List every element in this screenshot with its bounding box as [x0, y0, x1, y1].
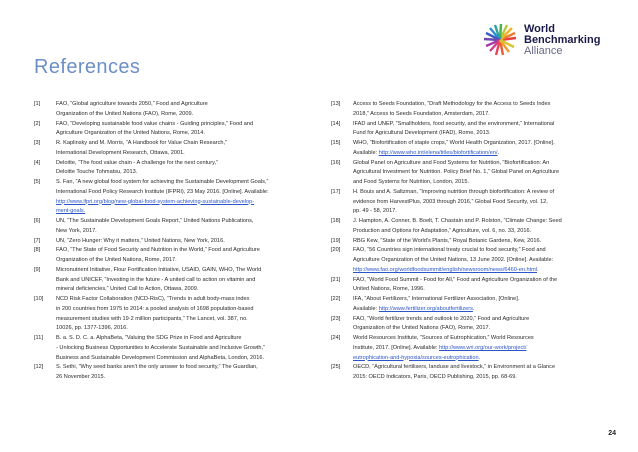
reference-line: J. Hampton, A. Conner, B. Boelt, T. Chastain and P. Rolston, “Climate Change: Seed [353, 218, 562, 224]
reference-text [353, 246, 611, 275]
reference-line: IFAD and UNEP, “Smallholders, food security, and the environment,” International [353, 120, 555, 127]
reference-text [56, 295, 319, 334]
reference-item [331, 237, 611, 247]
reference-link[interactable]: eutrophication-and-hypoxia/sources-eutrophication [353, 354, 479, 361]
reference-text [353, 334, 611, 363]
wba-logo-icon [482, 22, 518, 58]
reference-number: [23] [331, 315, 341, 322]
reference-text [56, 159, 319, 179]
reference-number: [20] [331, 247, 341, 254]
reference-line: pp. 49 - 58, 2017. [353, 208, 397, 215]
reference-text [56, 139, 319, 159]
reference-text [56, 217, 319, 237]
reference-line: Organization of the United Nations (FAO), Rome, 2017. [353, 325, 491, 332]
reference-line: R. Kaplinsky and M. Morris, “A Handbook for Value Chain Research,” [56, 140, 227, 146]
reference-text [56, 363, 319, 383]
reference-item [34, 120, 319, 140]
logo-line-3: Alliance [524, 44, 563, 57]
references-left-column [34, 100, 319, 383]
reference-line: Available: http://www.who.int/elena/titles/biofortification/en/. [353, 149, 500, 156]
reference-item [331, 315, 611, 335]
reference-link[interactable]: http://www.fao.org/worldfoodsummit/english/newsroom/news/6460-en.html [353, 266, 538, 273]
reference-item [331, 100, 611, 120]
reference-line: Deloitte, “The food value chain - A challenge for the next century,” [56, 159, 218, 166]
reference-number: [19] [331, 237, 341, 244]
reference-line: New York, 2017. [56, 227, 97, 234]
reference-line: Agriculture Organization of the United Nations, 13 June 2002. [Online]. Available: [353, 257, 554, 263]
reference-number: [8] [34, 247, 41, 254]
reference-item [34, 178, 319, 217]
reference-number: [11] [34, 335, 43, 341]
reference-line: World Resources Institute, “Sources of Eutrophication,” World Resources [353, 335, 534, 341]
reference-number: [2] [34, 120, 41, 127]
reference-item [34, 246, 319, 266]
reference-item [331, 246, 611, 275]
reference-line: H. Bouis and A. Saltzman, “Improving nutrition through biofortification: A review of [353, 188, 555, 195]
reference-line: WHO, “Biofortification of staple crops,” World Health Organization, 2017. [Online]. [353, 140, 555, 146]
reference-line: OECD, “Agricultural fertilisers, landuse and livestock,” in Environment at a Glance [353, 364, 556, 371]
reference-line: IFA, “About Fertilizers,” International Fertilizer Association, [Online]. [353, 296, 520, 302]
reference-item [34, 237, 319, 247]
reference-number: [1] [34, 101, 41, 107]
reference-line: International Food Policy Research Institute (IFPRI), 23 May 2016. [Online]. Available: [56, 188, 269, 195]
reference-text [353, 120, 611, 140]
reference-text [353, 363, 611, 383]
reference-item [34, 217, 319, 237]
reference-text [353, 188, 611, 217]
reference-item [331, 120, 611, 140]
reference-text [353, 139, 611, 159]
references-right-column [331, 100, 611, 383]
reference-item [34, 266, 319, 295]
reference-line: NCD Risk Factor Collaboration (NCD-RisC), “Trends in adult body-mass index [56, 296, 250, 302]
reference-line: 2015: OECD Indicators, Paris, OECD Publishing, 2015, pp. 68-69. [353, 374, 517, 380]
reference-number: [14] [331, 120, 341, 127]
reference-line: FAO, “56 Countries sign international treaty crucial to food security,” Food and [353, 247, 546, 254]
reference-line: in 200 countries from 1975 to 2014: a pooled analysis of 1698 population-based [56, 305, 254, 312]
reference-line: and Food Systems for Nutrition, London, 2015. [353, 179, 469, 185]
reference-line: http://www.fao.org/worldfoodsummit/english/newsroom/news/6460-en.html. [353, 266, 539, 273]
reference-item [34, 100, 319, 120]
reference-item [331, 139, 611, 159]
wba-logo-wordmark [524, 24, 600, 57]
reference-line: Organization of the United Nations, Rome, 2017. [56, 257, 177, 263]
reference-text [353, 217, 611, 237]
reference-item [331, 363, 611, 383]
reference-line: S. Sethi, “Why seed banks aren't the only answer to food security,” The Guardian, [56, 364, 258, 371]
reference-item [34, 139, 319, 159]
page-number: 24 [608, 430, 616, 437]
reference-line: Institute, 2017. [Online]. Available: http://www.wri.org/our-work/project/ [353, 344, 527, 351]
reference-link[interactable]: http://www.who.int/elena/titles/biofortification/en/ [378, 149, 498, 156]
reference-link[interactable]: ment-goals. [56, 208, 86, 215]
reference-number: [15] [331, 140, 341, 146]
reference-line: Agricultural Investment for Nutrition. Policy Brief No. 1,” Global Panel on Agriculture [353, 169, 560, 176]
reference-number: [17] [331, 188, 341, 195]
reference-line: measurement studies with 19·2 million participants,” The Lancet, vol. 387, no. [56, 315, 248, 322]
reference-item [34, 159, 319, 179]
reference-number: [7] [34, 237, 41, 244]
reference-line: Deloitte Touche Tohmatsu, 2013. [56, 169, 138, 176]
reference-text [353, 237, 611, 247]
reference-text [56, 178, 319, 217]
logo-line-1: World [524, 22, 555, 35]
reference-number: [21] [331, 276, 341, 283]
reference-line: UN, “The Sustainable Development Goals Report,” United Nations Publications, [56, 218, 254, 224]
reference-line: International Development Research, Ottawa, 2001. [56, 149, 185, 156]
reference-link[interactable]: http://www.fertilizer.org/aboutfertilizers [378, 305, 473, 312]
reference-line: Organization of the United Nations (FAO), Rome, 2009. [56, 110, 194, 117]
reference-text [56, 237, 319, 247]
reference-line: 10026, pp. 1377-1396, 2016. [56, 325, 128, 332]
reference-line: Bank and UNICEF, “Investing in the future - A united call to action on vitamin and [56, 276, 256, 283]
reference-line: FAO, “World Food Summit - Food for All,” Food and Agriculture Organization of the [353, 276, 558, 283]
logo-line-2: Benchmarking [524, 33, 601, 46]
reference-line: RBG Kew, “State of the World's Plants,” Royal Botanic Gardens, Kew, 2016. [353, 237, 542, 244]
reference-text [56, 246, 319, 266]
reference-number: [4] [34, 159, 41, 166]
reference-line: 2018,” Access to Seeds Foundation, Amsterdam, 2017. [353, 110, 490, 117]
reference-line: FAO, “Global agriculture towards 2050,” Food and Agriculture [56, 101, 208, 107]
reference-number: [24] [331, 335, 341, 341]
reference-line: Access to Seeds Foundation, “Draft Methodology for the Access to Seeds Index [353, 101, 551, 107]
reference-text [56, 266, 319, 295]
reference-text [56, 120, 319, 140]
reference-text [56, 334, 319, 363]
reference-text [56, 100, 319, 120]
reference-link[interactable]: http://www.wri.org/our-work/project/ [439, 344, 527, 351]
reference-item [331, 217, 611, 237]
reference-item [34, 363, 319, 383]
reference-number: [22] [331, 296, 341, 302]
reference-number: [5] [34, 179, 41, 185]
reference-line: eutrophication-and-hypoxia/sources-eutrophication. [353, 354, 481, 361]
reference-item [34, 334, 319, 363]
reference-line: FAO, “Developing sustainable food value chains - Guiding principles,” Food and [56, 120, 254, 127]
reference-text [353, 295, 611, 315]
reference-number: [12] [34, 364, 44, 371]
reference-number: [25] [331, 364, 341, 371]
reference-text [353, 100, 611, 120]
reference-line: Production and Options for Adaptation,” Agriculture, vol. 6, no. 33, 2016. [353, 227, 532, 234]
reference-line: Fund for Agricultural Development (IFAD), Rome, 2013. [353, 130, 491, 137]
page-title: References [34, 56, 141, 78]
reference-number: [3] [34, 140, 41, 146]
reference-text [353, 159, 611, 188]
reference-number: [6] [34, 218, 41, 224]
reference-link[interactable]: http://www.ifpri.org/blog/new-global-food-system-achieving-sustainable-develop- [56, 198, 255, 205]
reference-item [331, 334, 611, 363]
reference-line: mineral deficiencies,” United Call to Action, Ottawa, 2009. [56, 286, 199, 293]
reference-line: B. a. S. D. C. a. AlphaBeta, “Valuing the SDG Prize in Food and Agriculture [56, 335, 242, 341]
reference-line: - Unlocking Business Opportunities to Accelerate Sustainable and Inclusive Growth,” [56, 344, 265, 351]
reference-line: UN, “Zero Hunger: Why it matters,” United Nations, New York, 2016. [56, 237, 225, 244]
reference-line: Micronutrient Initiative, Flour Fortification Initiative, USAID, GAIN, WHO, The World [56, 266, 262, 273]
reference-text [353, 315, 611, 335]
reference-item [331, 276, 611, 296]
reference-item [331, 188, 611, 217]
reference-line: 26 November 2015. [56, 374, 106, 380]
reference-line: United Nations, Rome, 1996. [353, 286, 425, 293]
reference-line: S. Fan, “A new global food system for achieving the Sustainable Development Goals,” [56, 179, 269, 185]
reference-text [353, 276, 611, 296]
reference-line: Agriculture Organization of the United Nations, Rome, 2014. [56, 130, 205, 137]
reference-item [34, 295, 319, 334]
reference-line: Available: http://www.fertilizer.org/aboutfertilizers. [353, 305, 475, 312]
reference-number: [10] [34, 296, 44, 302]
reference-number: [13] [331, 101, 341, 107]
reference-line: Business and Sustainable Development Commission and AlphaBeta, London, 2016. [56, 354, 265, 361]
reference-item [331, 295, 611, 315]
reference-line: FAO, “World fertilizer trends and outlook to 2020,” Food and Agriculture [353, 315, 530, 322]
reference-number: [16] [331, 159, 341, 166]
reference-line: evidence from HarvestPlus, 2003 through 2016,” Global Food Security, vol. 12, [353, 198, 548, 205]
reference-number: [18] [331, 218, 341, 224]
reference-line: FAO, “The State of Food Security and Nutrition in the World,” Food and Agriculture [56, 247, 260, 254]
wba-logo [482, 22, 600, 58]
reference-item [331, 159, 611, 188]
reference-number: [9] [34, 266, 41, 273]
reference-line: Global Panel on Agriculture and Food Systems for Nutrition, “Biofortification: An [353, 159, 550, 166]
